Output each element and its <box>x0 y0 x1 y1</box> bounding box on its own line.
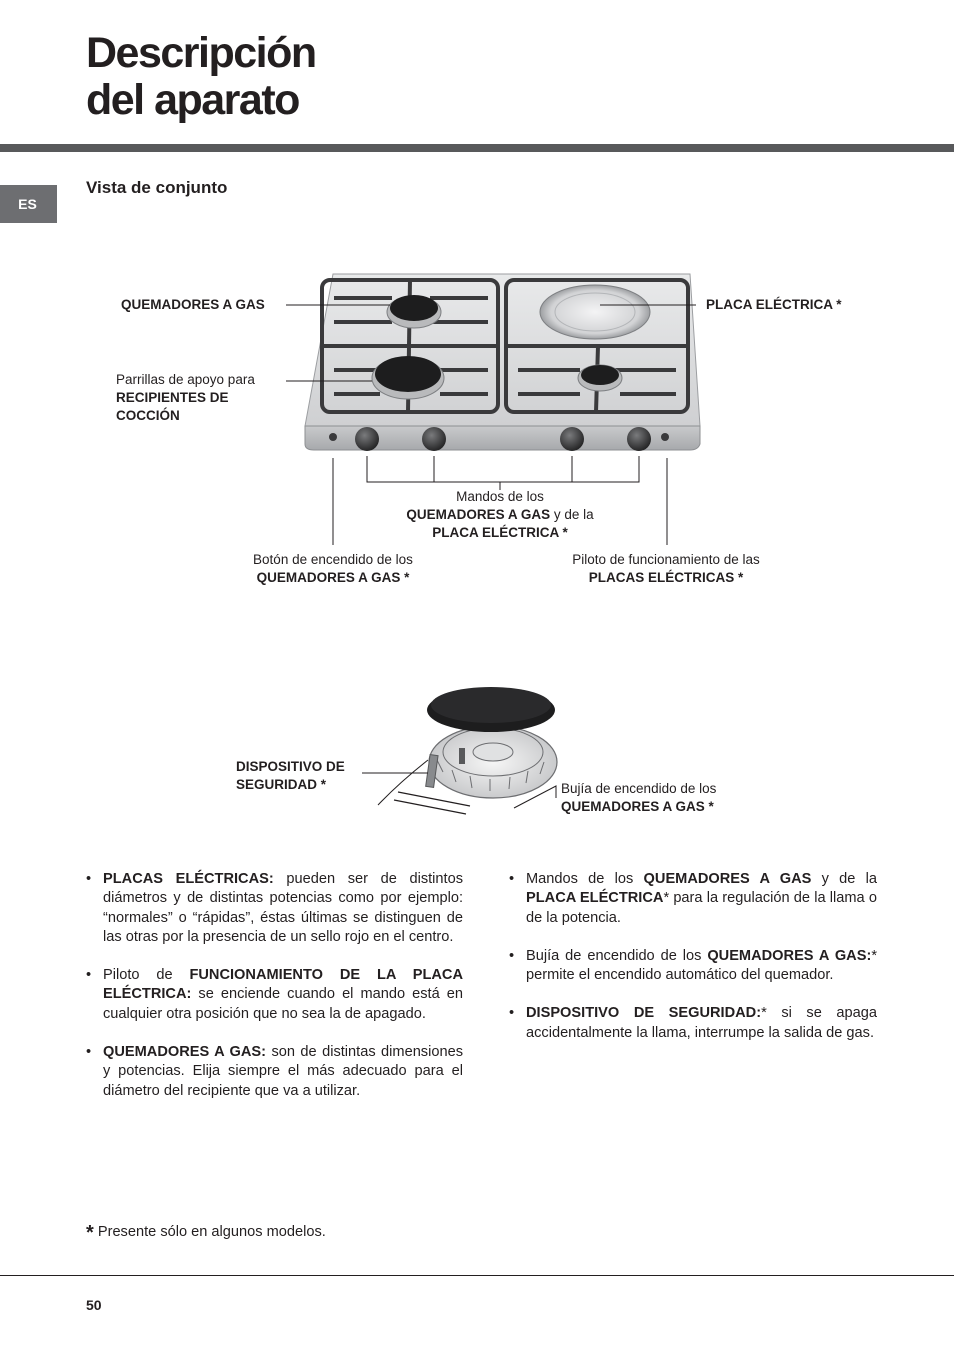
item-text: * si se apaga accidentalmente la llama, interrumpe la salida de gas. <box>526 1005 877 1041</box>
label-spark-line1: Bujía de encendido de los <box>561 781 717 796</box>
label-knobs-bold: QUEMADORES A GAS <box>406 507 551 522</box>
label-pan-grids <box>116 371 255 425</box>
item-bold: QUEMADORES A GAS: <box>103 1044 267 1061</box>
footnote-text: Presente sólo en algunos modelos. <box>93 1224 326 1240</box>
footer-divider <box>0 1275 954 1276</box>
label-control-knobs <box>380 488 620 542</box>
item-pre: Piloto de <box>103 967 190 984</box>
label-knobs-line1: Mandos de los <box>456 489 544 504</box>
label-knobs-mid: y de la <box>550 507 594 522</box>
bullet: • <box>86 1044 92 1061</box>
page-number: 50 <box>86 1297 102 1313</box>
page-title-line2: del aparato <box>86 76 299 124</box>
item-text: * permite el encendido automático del quemador. <box>526 947 877 984</box>
item-pre: Bujía de encendido de los <box>526 947 708 964</box>
item-bold-2: PLACA ELÉCTRICA <box>526 890 664 907</box>
label-safety-line1: DISPOSITIVO DE <box>236 759 345 774</box>
list-item-pilot <box>86 966 463 1024</box>
electric-plate <box>540 285 650 339</box>
footnote <box>86 1222 326 1245</box>
page-title-line1: Descripción <box>86 29 316 77</box>
list-item-spark-plug <box>509 947 877 986</box>
bullet: • <box>86 967 92 984</box>
footnote-star: * <box>86 1222 94 1244</box>
item-text: se enciende cuando el mando está en cualquier otra posición que no sea la de apagado. <box>103 986 463 1022</box>
label-pan-grids-line1: Parrillas de apoyo para <box>116 372 255 387</box>
item-bold: PLACAS ELÉCTRICAS: <box>103 871 274 887</box>
list-item-electric-plates <box>86 870 463 947</box>
item-bold: QUEMADORES A GAS: <box>707 947 872 964</box>
item-bold: QUEMADORES A GAS <box>643 871 812 887</box>
item-text: son de distintas dimensiones y potencias. Elija siempre el más adecuado para el diámetro del recipiente que va a utilizar. <box>103 1044 463 1099</box>
bullet: • <box>509 871 515 887</box>
section-subtitle: Vista de conjunto <box>86 178 228 197</box>
item-mid: y de la <box>811 871 877 887</box>
label-gas-burners: QUEMADORES A GAS <box>121 297 265 312</box>
item-pre: Mandos de los <box>526 871 644 887</box>
right-column <box>509 870 877 1062</box>
label-knobs-line3: PLACA ELÉCTRICA * <box>432 525 568 540</box>
gas-burner-front-right <box>578 365 622 391</box>
label-safety-device <box>236 758 345 794</box>
label-electric-plate: PLACA ELÉCTRICA * <box>706 297 842 312</box>
label-pilot-light <box>548 551 784 587</box>
list-item-safety-device <box>509 1004 877 1043</box>
item-text: * para la regulación de la llama o de la potencia. <box>526 890 877 926</box>
ignition-button <box>329 433 337 441</box>
item-text: pueden ser de distintos diámetros y de distintas potencias como por ejemplo: “normales” o “rápidas”, éstas últimas se distinguen de las otras por la presencia de un sello rojo en el centro. <box>103 871 463 945</box>
label-ignition-line1: Botón de encendido de los <box>253 552 413 567</box>
label-pan-grids-line3: COCCIÓN <box>116 408 180 423</box>
label-ignition-line2: QUEMADORES A GAS * <box>256 570 410 585</box>
label-ignition-button <box>223 551 443 587</box>
label-spark-line2: QUEMADORES A GAS * <box>561 799 714 814</box>
language-tab: ES <box>0 185 57 223</box>
burner-detail <box>394 687 557 814</box>
left-column <box>86 870 463 1120</box>
label-spark-plug <box>561 780 716 816</box>
list-item-knobs <box>509 870 877 928</box>
bullet: • <box>86 871 92 887</box>
label-pilot-line2: PLACAS ELÉCTRICAS * <box>588 570 744 585</box>
label-pan-grids-line2: RECIPIENTES DE <box>116 390 229 405</box>
item-bold: DISPOSITIVO DE SEGURIDAD: <box>526 1005 762 1022</box>
bullet: • <box>509 1005 515 1022</box>
label-safety-line2: SEGURIDAD * <box>236 777 327 792</box>
label-pilot-line1: Piloto de funcionamiento de las <box>572 552 760 567</box>
pilot-light <box>661 433 669 441</box>
list-item-gas-burners <box>86 1043 463 1101</box>
bullet: • <box>509 947 515 964</box>
item-bold: FUNCIONAMIENTO DE LA PLACA ELÉCTRICA: <box>103 967 463 1003</box>
gas-burner-front-left <box>372 356 444 399</box>
